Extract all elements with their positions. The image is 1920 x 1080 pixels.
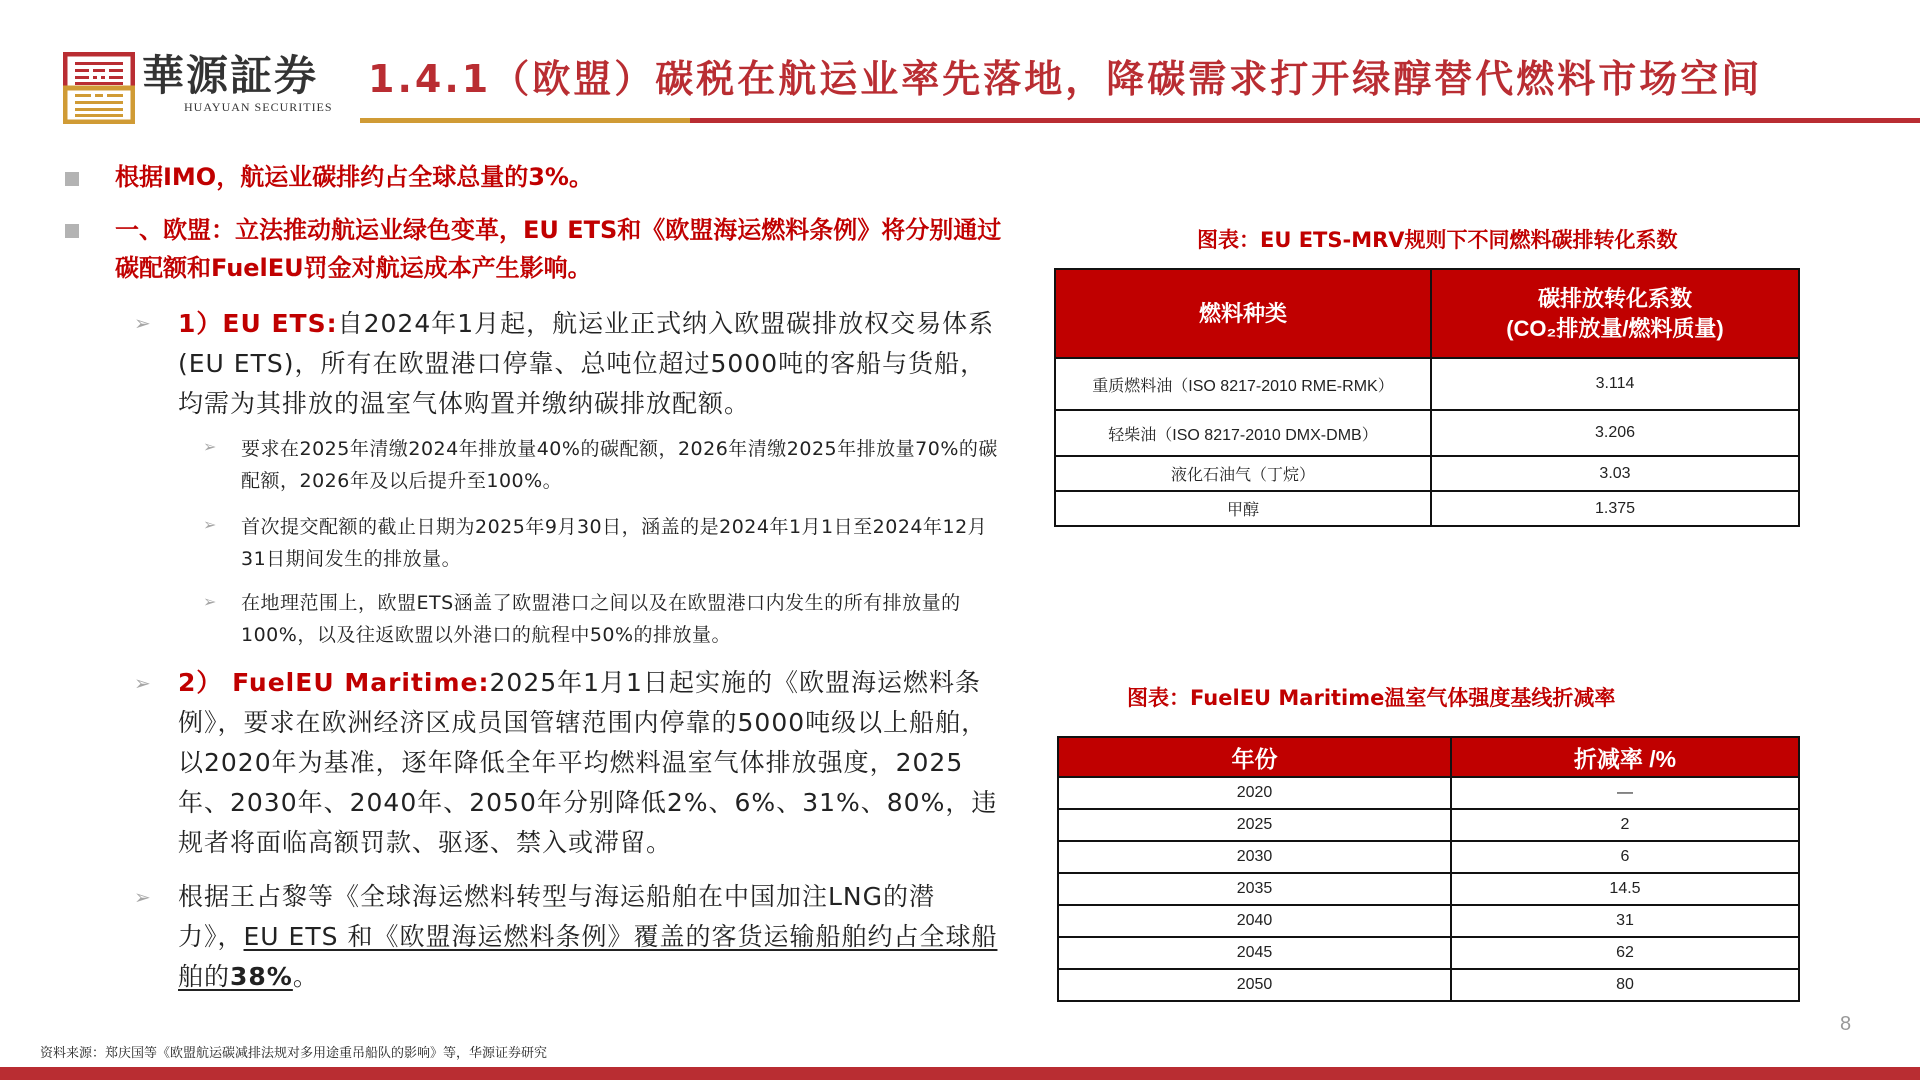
- column-header-factor-line1: 碳排放转化系数: [1537, 285, 1692, 311]
- coverage-suffix: 。: [292, 962, 319, 991]
- eu-ets-paragraph: [178, 304, 998, 424]
- table-row: [1055, 410, 1799, 456]
- table-row: [1058, 841, 1799, 873]
- eu-ets-detail-1: 要求在2025年清缴2024年排放量40%的碳配额，2026年清缴2025年排放量70%的碳配额，2026年及以后提升至100%。: [241, 438, 998, 492]
- square-bullet-icon: [65, 172, 79, 186]
- factor-cell: 3.03: [1431, 456, 1799, 491]
- fueleu-reduction-table: [1057, 736, 1800, 1002]
- reduction-cell: —: [1451, 777, 1799, 809]
- year-cell: 2035: [1058, 873, 1451, 905]
- fuel-type-cell: 重质燃料油（ISO 8217-2010 RME-RMK）: [1055, 358, 1431, 410]
- table1-caption: 图表：EU ETS-MRV规则下不同燃料碳排转化系数: [1197, 228, 1678, 252]
- footer-bar: [0, 1067, 1920, 1080]
- coverage-paragraph: [178, 877, 998, 997]
- reduction-cell: 62: [1451, 937, 1799, 969]
- title-rule-red: [690, 118, 1920, 123]
- reduction-cell: 6: [1451, 841, 1799, 873]
- table-row: [1058, 809, 1799, 841]
- table-header-row: [1055, 269, 1799, 358]
- brand-name-cn: 華源証券: [142, 51, 319, 100]
- arrow-bullet-icon: ➢: [203, 592, 217, 611]
- coverage-value: 38%: [230, 962, 293, 991]
- table-row: [1055, 358, 1799, 410]
- reduction-cell: 14.5: [1451, 873, 1799, 905]
- factor-cell: 1.375: [1431, 491, 1799, 526]
- table-row: [1058, 873, 1799, 905]
- year-cell: 2025: [1058, 809, 1451, 841]
- table-row: [1058, 937, 1799, 969]
- reduction-cell: 31: [1451, 905, 1799, 937]
- column-header-fuel-type: 燃料种类: [1055, 269, 1431, 358]
- title-rule-gold: [360, 118, 690, 123]
- year-cell: 2050: [1058, 969, 1451, 1001]
- table-row: [1055, 491, 1799, 526]
- arrow-bullet-icon: ➢: [134, 885, 151, 909]
- fueleu-paragraph: [178, 663, 998, 863]
- source-note: 资料来源：郑庆国等《欧盟航运碳减排法规对多用途重吊船队的影响》等，华源证券研究: [40, 1046, 548, 1061]
- reduction-cell: 2: [1451, 809, 1799, 841]
- column-header-year: 年份: [1058, 737, 1451, 777]
- bullet-eu-legislation: 一、欧盟：立法推动航运业绿色变革，EU ETS和《欧盟海运燃料条例》将分别通过碳配额和FuelEU罚金对航运成本产生影响。: [115, 216, 1002, 282]
- arrow-bullet-icon: ➢: [203, 437, 217, 456]
- eu-ets-detail-3: 在地理范围上，欧盟ETS涵盖了欧盟港口之间以及在欧盟港口内发生的所有排放量的100%，以及往返欧盟以外港口的航程中50%的排放量。: [241, 592, 961, 646]
- fueleu-label: 2） FuelEU Maritime:: [178, 668, 490, 697]
- fuel-type-cell: 轻柴油（ISO 8217-2010 DMX-DMB）: [1055, 410, 1431, 456]
- fuel-emission-factor-table: [1054, 268, 1800, 527]
- brand: [142, 50, 342, 115]
- year-cell: 2030: [1058, 841, 1451, 873]
- column-header-factor-line2: (CO₂排放量/燃料质量): [1506, 315, 1724, 341]
- fueleu-text: 2025年1月1日起实施的《欧盟海运燃料条例》，要求在欧洲经济区成员国管辖范围内停靠的5000吨级以上船舶，以2020年为基准，逐年降低全年平均燃料温室气体排放强度，2025年、2030年、2040年、2050年分别降低2%、6%、31%、80%，违规者将面临高额罚款、驱逐、禁入或滞留。: [178, 668, 998, 857]
- column-header-factor: [1431, 269, 1799, 358]
- coverage-underlined-text: EU ETS 和《欧盟海运燃料条例》覆盖的客货运输船舶约占全球船舶的: [178, 922, 998, 991]
- huayuan-logo-icon: [63, 52, 135, 124]
- page-number: 8: [1840, 1013, 1852, 1035]
- factor-cell: 3.114: [1431, 358, 1799, 410]
- reduction-cell: 80: [1451, 969, 1799, 1001]
- fuel-type-cell: 甲醇: [1055, 491, 1431, 526]
- year-cell: 2045: [1058, 937, 1451, 969]
- brand-name-en: HUAYUAN SECURITIES: [184, 100, 333, 114]
- year-cell: 2040: [1058, 905, 1451, 937]
- fuel-type-cell: 液化石油气（丁烷）: [1055, 456, 1431, 491]
- column-header-reduction: 折减率 /%: [1451, 737, 1799, 777]
- arrow-bullet-icon: ➢: [134, 671, 151, 695]
- bullet-imo-share: 根据IMO，航运业碳排约占全球总量的3%。: [115, 163, 593, 191]
- arrow-bullet-icon: ➢: [203, 515, 217, 534]
- table-row: [1055, 456, 1799, 491]
- table-header-row: [1058, 737, 1799, 777]
- coverage-prefix: 根据王占黎等《全球海运燃料转型与海运船舶在中国加注LNG的潜力》，: [178, 882, 936, 951]
- page-title: 1.4.1（欧盟）碳税在航运业率先落地，降碳需求打开绿醇替代燃料市场空间: [368, 57, 1763, 101]
- factor-cell: 3.206: [1431, 410, 1799, 456]
- table-row: [1058, 777, 1799, 809]
- eu-ets-text: 自2024年1月起，航运业正式纳入欧盟碳排放权交易体系(EU ETS)，所有在欧盟港口停靠、总吨位超过5000吨的客船与货船，均需为其排放的温室气体购置并缴纳碳排放配额。: [178, 309, 995, 418]
- square-bullet-icon: [65, 224, 79, 238]
- eu-ets-detail-2: 首次提交配额的截止日期为2025年9月30日，涵盖的是2024年1月1日至2024年12月31日期间发生的排放量。: [241, 516, 988, 570]
- eu-ets-label: 1）EU ETS:: [178, 309, 338, 338]
- table-row: [1058, 905, 1799, 937]
- table-row: [1058, 969, 1799, 1001]
- year-cell: 2020: [1058, 777, 1451, 809]
- table2-caption: 图表：FuelEU Maritime温室气体强度基线折减率: [1127, 686, 1616, 710]
- arrow-bullet-icon: ➢: [134, 311, 151, 335]
